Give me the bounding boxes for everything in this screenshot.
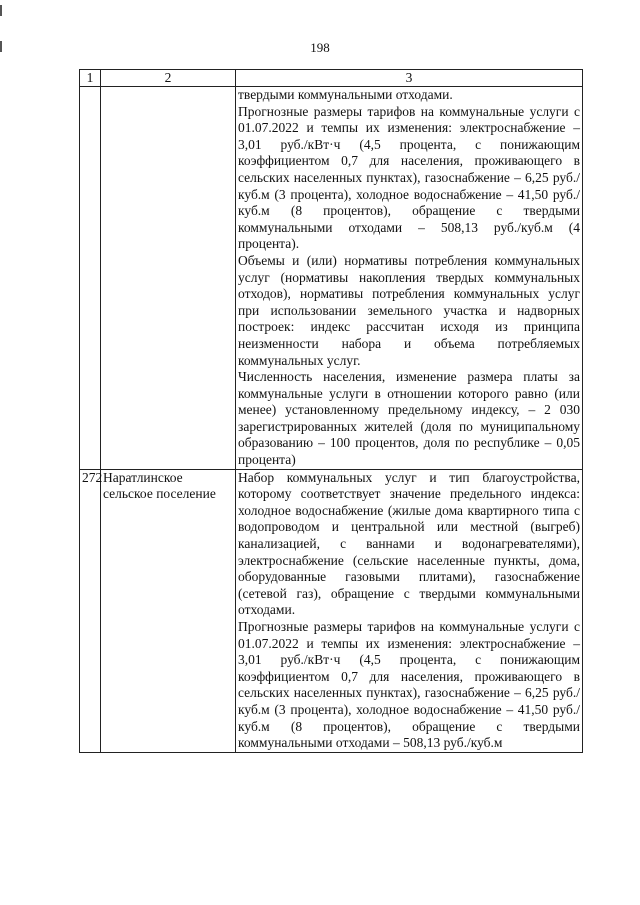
paragraph: Прогнозные размеры тарифов на коммунальные услуги с 01.07.2022 и темпы их изменения: электроснабжение – 3,01 руб./кВт·ч (4,5 процента, с понижающим коэффициентом 0,7 для населения, проживающего в сельских населенных пунктах), газоснабжение – 6,25 руб./куб.м (3 процента), холодное водоснабжение – 41,50 руб./куб.м (8 процентов), обращение с твердыми коммунальными отходами – 508,13 руб./куб.м	[238, 619, 580, 751]
edge-mark-top	[0, 5, 2, 16]
table-header-row	[80, 70, 583, 87]
paragraph: твердыми коммунальными отходами.	[238, 87, 453, 102]
paragraph: Численность населения, изменение размера платы за коммунальные услуги в отношении которого равно (или менее) установленному предельному индексу, – 2 030 зарегистрированных жителей (доля по муниципальному образованию – 100 процентов, доля по республике – 0,05 процента)	[238, 369, 580, 468]
row-municipality	[101, 87, 236, 470]
paragraph: Прогнозные размеры тарифов на коммунальные услуги с 01.07.2022 и темпы их изменения: электроснабжение – 3,01 руб./кВт·ч (4,5 процента, с понижающим коэффициентом 0,7 для населения, проживающего в сельских населенных пунктах), газоснабжение – 6,25 руб./куб.м (3 процента), холодное водоснабжение – 41,50 руб./куб.м (8 процентов), обращение с твердыми коммунальными отходами – 508,13 руб./куб.м (4 процента).	[238, 103, 580, 252]
header-col-1: 1	[80, 70, 101, 87]
row-description	[236, 469, 583, 752]
document-table	[79, 69, 583, 753]
paragraph: Набор коммунальных услуг и тип благоустройства, которому соответствует значение предельного индекса: холодное водоснабжение (жилые дома квартирного типа с водопроводом и центральной или местной (выгреб) канализацией, с ваннами и водонагревателями), электроснабжение (сельские населенные пункты, дома, оборудованные газовыми плитами), газоснабжение (сетевой газ), обращение с твердыми коммунальными отходами.	[238, 469, 580, 618]
page-number: 198	[310, 40, 330, 55]
header-col-2: 2	[101, 70, 236, 87]
row-number: 272	[80, 469, 101, 752]
row-number	[80, 87, 101, 470]
header-col-3: 3	[236, 70, 583, 87]
table-row	[80, 87, 583, 470]
paragraph: Объемы и (или) нормативы потребления коммунальных услуг (нормативы накопления твердых коммунальных отходов), нормативы потребления коммунальных услуг при использовании земельного участка и надворных построек: индекс рассчитан исходя из принципа неизменности набора и объема потребляемых коммунальных услуг.	[238, 252, 580, 368]
row-description	[236, 87, 583, 470]
row-municipality: Наратлинское сельское поселение	[101, 469, 236, 752]
table-row	[80, 469, 583, 752]
